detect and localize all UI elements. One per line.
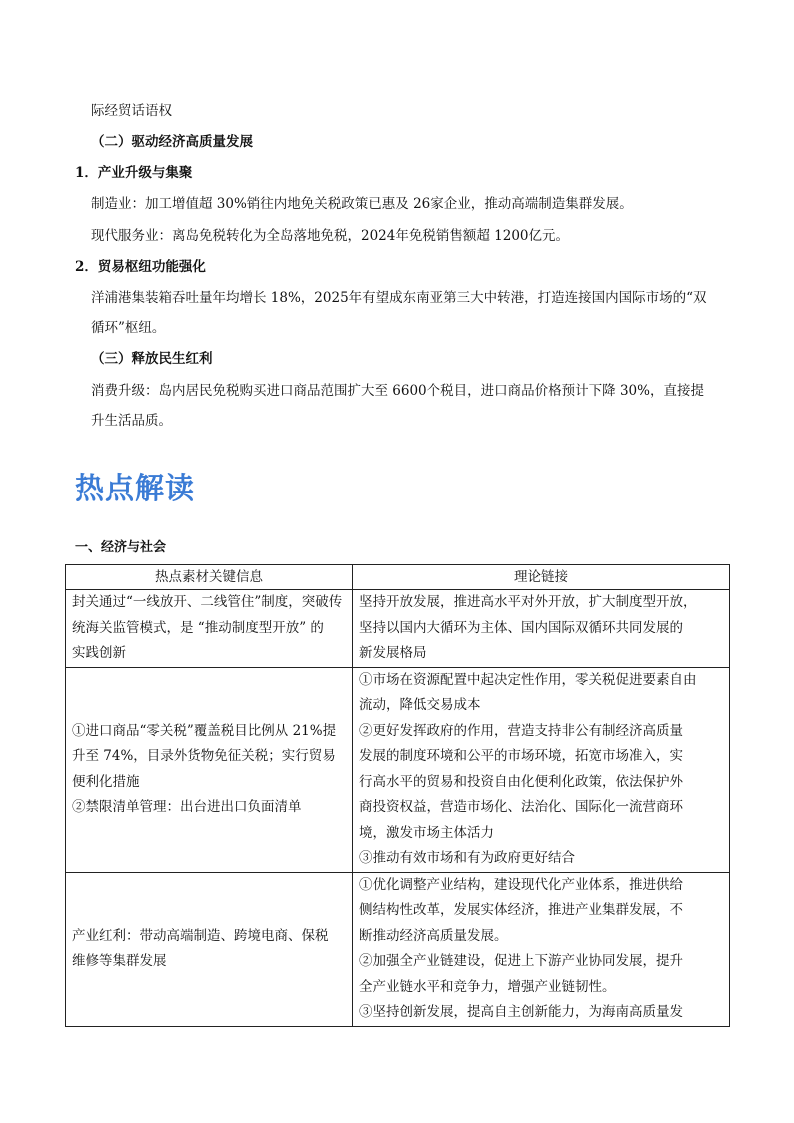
table-header-cell: 理论链接 (353, 565, 730, 590)
cell-line: 行高水平的贸易和投资自由化便利化政策，依法保护外 (359, 773, 683, 790)
table-cell-key-info (66, 590, 353, 668)
table-header-cell: 热点素材关键信息 (66, 565, 353, 590)
cell-line: ②更好发挥政府的作用，营造支持非公有制经济高质量 (359, 722, 683, 739)
cell-line: 坚持开放发展，推进高水平对外开放，扩大制度型开放， (359, 594, 697, 610)
cell-line: 升至 74%，目录外货物免征关税；实行贸易 (72, 748, 336, 764)
cell-line: 流动，降低交易成本 (359, 697, 481, 713)
table-cell-theory (353, 872, 730, 1026)
section-heading-2: （二）驱动经济高质量发展 (91, 134, 253, 150)
hot-topic-title: 热点解读 (75, 471, 196, 505)
cell-line: 统海关监管模式，是 “推动制度型开放” 的 (72, 619, 324, 636)
cell-line: 商投资权益，营造市场化、法治化、国际化一流营商环 (359, 799, 683, 815)
cell-line: 便利化措施 (72, 773, 140, 790)
table-cell-theory (353, 590, 730, 668)
paragraph-port-line2: 循环”枢纽。 (91, 320, 166, 336)
cell-line: 发展的制度环境和公平的市场环境，拓宽市场准入，实 (359, 748, 683, 764)
cell-line: 侧结构性改革，发展实体经济，推进产业集群发展，不 (359, 902, 683, 918)
cell-line: 实践创新 (72, 645, 126, 661)
analysis-table (65, 564, 730, 1027)
paragraph-services: 现代服务业：离岛免税转化为全岛落地免税，2024年免税销售额超 1200亿元。 (91, 228, 570, 244)
cell-line: 维修等集群发展 (72, 953, 167, 969)
section-heading-3: （三）释放民生红利 (91, 351, 213, 367)
item-heading-1: 1．产业升级与集聚 (75, 165, 193, 181)
table-row (66, 590, 730, 668)
cell-line: ①进口商品“零关税”覆盖税目比例从 21%提 (72, 722, 337, 739)
cell-line: 坚持以国内大循环为主体、国内国际双循环共同发展的 (359, 619, 683, 636)
cell-line: ②禁限清单管理：出台进出口负面清单 (72, 799, 302, 815)
cell-line: ③推动有效市场和有为政府更好结合 (359, 850, 575, 866)
cell-line: 封关通过“一线放开、二线管住”制度，突破传 (72, 594, 343, 610)
continued-text: 际经贸话语权 (91, 103, 172, 119)
cell-line: ①优化调整产业结构，建设现代化产业体系，推进供给 (359, 876, 683, 893)
table-header-row (66, 565, 730, 590)
table-cell-key-info (66, 667, 353, 872)
cell-line: ②加强全产业链建设，促进上下游产业协同发展，提升 (359, 953, 683, 969)
cell-line: 断推动经济高质量发展。 (359, 927, 508, 944)
table-cell-key-info (66, 872, 353, 1026)
paragraph-consumption-line2: 升生活品质。 (91, 413, 172, 429)
cell-line: 全产业链水平和竞争力，增强产业链韧性。 (359, 978, 616, 995)
cell-line: 新发展格局 (359, 645, 427, 661)
table-row (66, 667, 730, 872)
table-row (66, 872, 730, 1026)
cell-line: 境，激发市场主体活力 (359, 824, 494, 841)
paragraph-manufacturing: 制造业：加工增值超 30%销往内地免关税政策已惠及 26家企业，推动高端制造集群发展。 (91, 196, 633, 212)
paragraph-port-line1: 洋浦港集装箱吞吐量年均增长 18%，2025年有望成东南亚第三大中转港，打造连接国内国际市场的“双 (91, 290, 707, 306)
cell-line: ③坚持创新发展，提高自主创新能力，为海南高质量发 (359, 1004, 683, 1020)
section1-heading: 一、经济与社会 (75, 540, 167, 555)
table-cell-theory (353, 667, 730, 872)
item-heading-2: 2．贸易枢纽功能强化 (75, 259, 206, 275)
cell-line: ①市场在资源配置中起决定性作用，零关税促进要素自由 (359, 671, 697, 688)
paragraph-consumption-line1: 消费升级：岛内居民免税购买进口商品范围扩大至 6600个税目，进口商品价格预计下降 30%，直接提 (91, 383, 704, 399)
cell-line: 产业红利：带动高端制造、跨境电商、保税 (72, 927, 329, 944)
